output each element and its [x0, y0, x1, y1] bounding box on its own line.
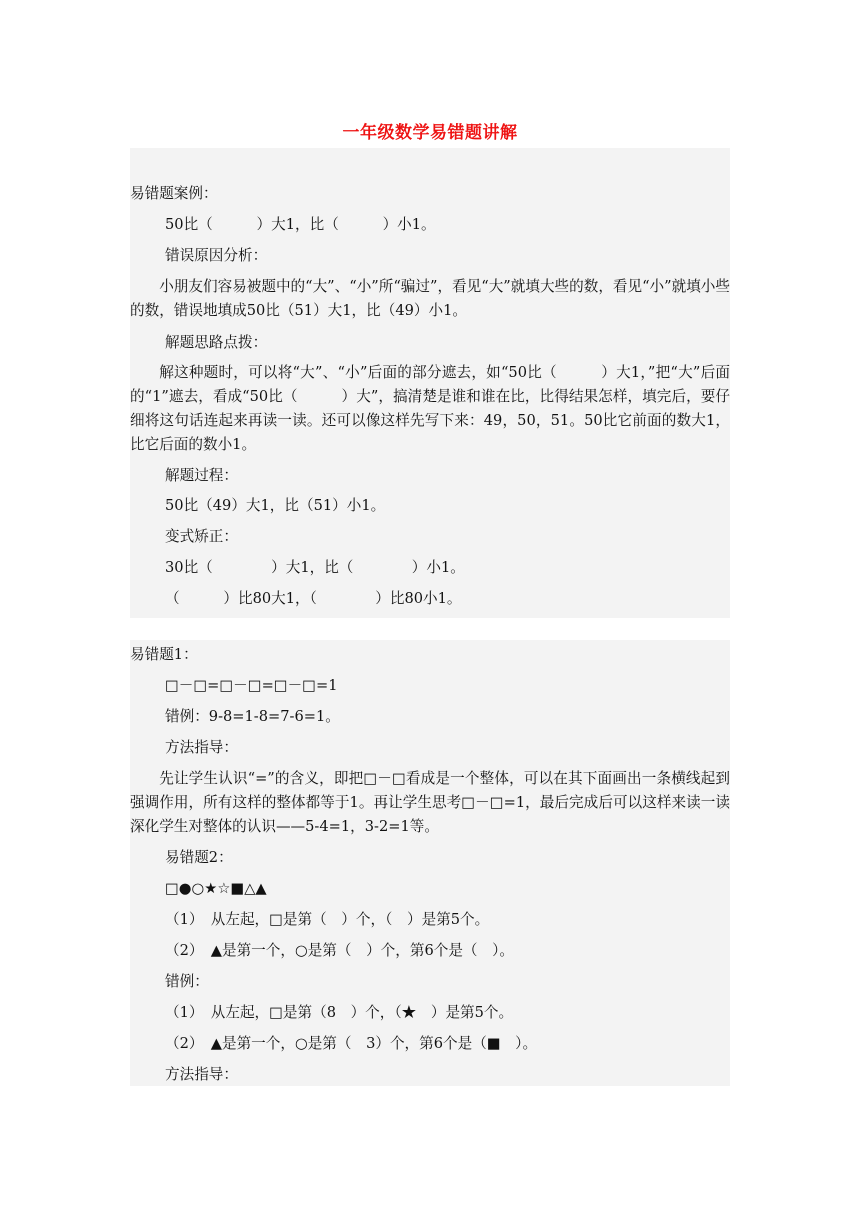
q2-wrong-heading: 错例：: [165, 973, 209, 990]
process-heading: 解题过程：: [165, 467, 238, 484]
q1-method-text: 先让学生认识“=”的含义，即把□－□看成是一个整体，可以在其下面画出一条横线起到强调作用，所有这样的整体都等于1。再让学生思考□－□=1，最后完成后可以这样来读一读深化学生对整体的认识——5-4=1，3-2=1等。: [130, 770, 730, 835]
variant-heading: 变式矫正：: [165, 528, 238, 545]
q2-method-heading: 方法指导：: [165, 1066, 238, 1083]
case-heading: 易错题案例：: [130, 185, 218, 202]
variant-2: （ ）比80大1，（ ）比80小1。: [165, 590, 462, 607]
q1-equation: □－□=□－□=□－□=1: [165, 677, 338, 694]
process-text: 50比（49）大1，比（51）小1。: [165, 497, 386, 514]
error-heading: 错误原因分析：: [165, 247, 268, 264]
q2-shapes: □●○★☆■△▲: [165, 880, 267, 897]
q1-method-heading: 方法指导：: [165, 739, 238, 756]
q2-wrong-1: （1） 从左起，□是第（8 ）个，（★ ）是第5个。: [165, 1004, 514, 1021]
case-question: 50比（ ）大1，比（ ）小1。: [165, 216, 436, 233]
error-text: 小朋友们容易被题中的“大”、“小”所“骗过”，看见“大”就填大些的数，看见“小”就填小些的数，错误地填成50比（51）大1，比（49）小1。: [130, 278, 730, 319]
tips-heading: 解题思路点拨：: [165, 334, 268, 351]
q2-wrong-2: （2） ▲是第一个，○是第（ 3）个，第6个是（■ ）。: [165, 1035, 538, 1052]
q2-item-1: （1） 从左起，□是第（ ）个，（ ）是第5个。: [165, 911, 490, 928]
q1-heading: 易错题1：: [130, 646, 198, 663]
variant-1: 30比（ ）大1，比（ ）小1。: [165, 559, 465, 576]
q2-item-2: （2） ▲是第一个，○是第（ ）个，第6个是（ ）。: [165, 942, 514, 959]
page-title: 一年级数学易错题讲解: [342, 123, 518, 143]
tips-text: 解这种题时，可以将“大”、“小”后面的部分遮去，如“50比（ ）大1，”把“大”后面的“1”遮去，看成“50比（ ）大”，搞清楚是谁和谁在比，比得结果怎样，填完后，要仔细将这句话连起来再读一读。还可以像这样先写下来：49，50，51。50比它前面的数大1，比它后面的数小1。: [130, 364, 730, 453]
q1-wrong: 错例：9-8=1-8=7-6=1。: [165, 708, 340, 725]
q2-heading: 易错题2：: [165, 849, 233, 866]
